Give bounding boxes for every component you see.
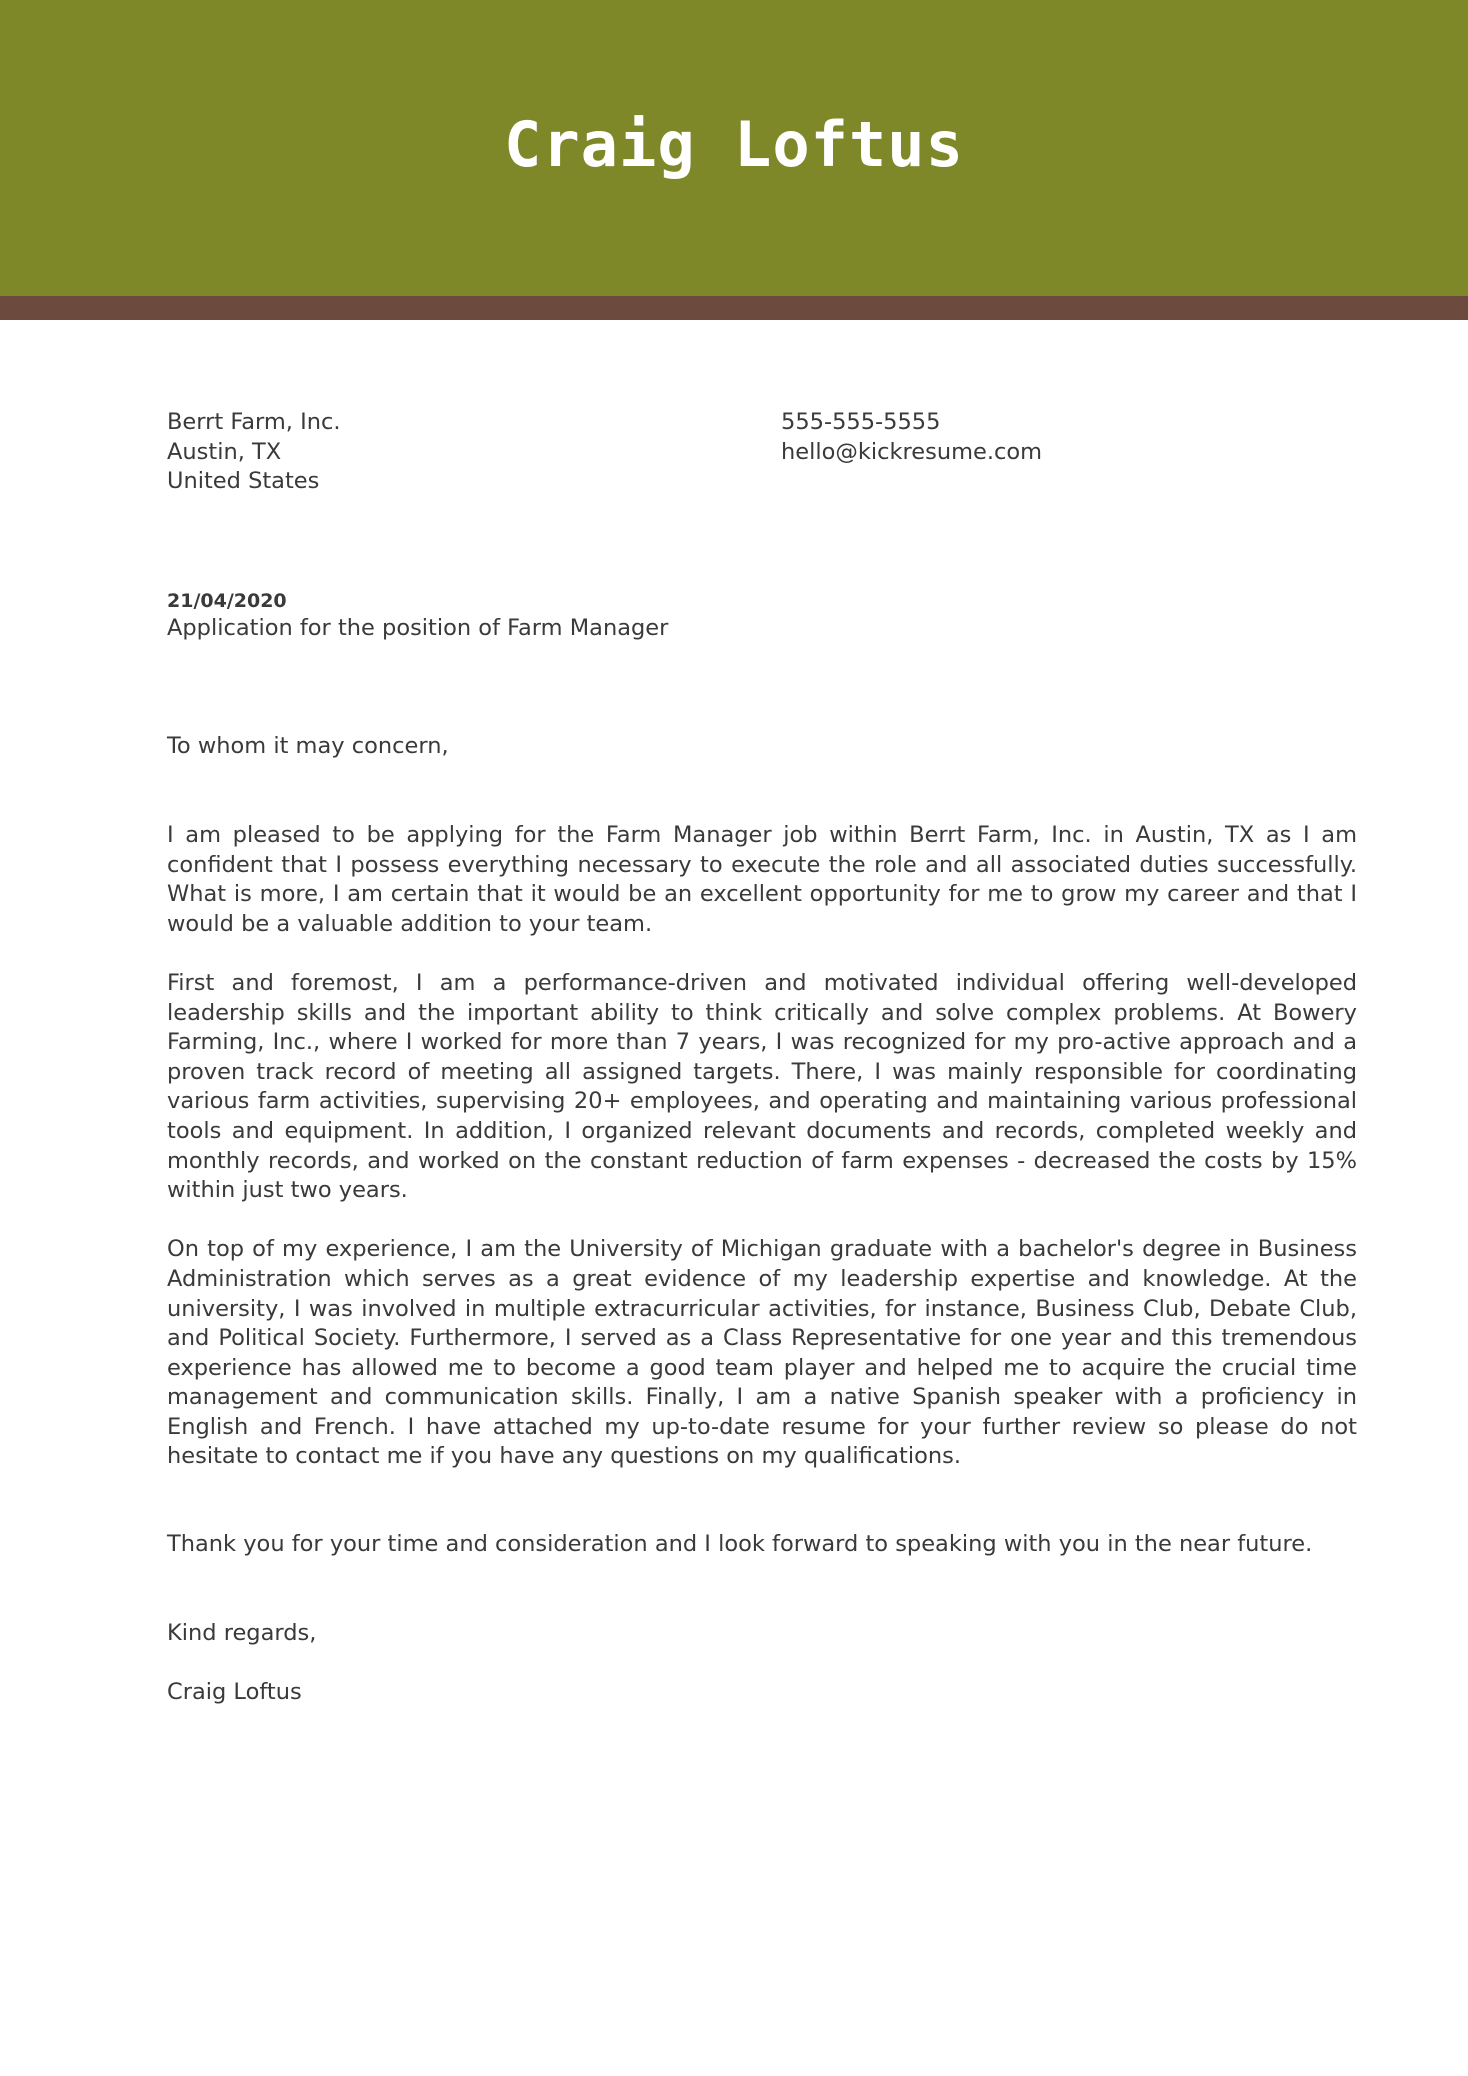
recipient-address: [167, 408, 747, 497]
letter-body: [167, 821, 1357, 1502]
regards: Kind regards,: [167, 1620, 317, 1646]
body-paragraph: On top of my experience, I am the University of Michigan graduate with a bachelor's degree in Business Administration which serves as a great evidence of my leadership expertise and knowledge. At the university, I was involved in multiple extracurricular activities, for instance, Business Club, Debate Club, and Political Society. Furthermore, I served as a Class Representative for one year and this tremendous experience has allowed me to become a good team player and helped me to acquire the crucial time management and communication skills. Finally, I am a native Spanish speaker with a proficiency in English and French. I have attached my up-to-date resume for your further review so please do not hesitate to contact me if you have any questions on my qualifications.: [167, 1236, 1357, 1470]
letter-date: 21/04/2020: [167, 590, 287, 612]
phone-number: 555-555-5555: [781, 409, 941, 435]
salutation: To whom it may concern,: [167, 733, 449, 759]
signature: Craig Loftus: [167, 1679, 302, 1705]
body-paragraph: I am pleased to be applying for the Farm Manager job within Berrt Farm, Inc. in Austin, TX as I am confident that I possess everything necessary to execute the role and all associated duties successfully. What is more, I am certain that it would be an excellent opportunity for me to grow my career and that I would be a valuable addition to your team.: [167, 822, 1357, 937]
applicant-name: Craig Loftus: [504, 107, 964, 181]
contact-info: [781, 408, 1341, 467]
closing-line: Thank you for your time and consideration and I look forward to speaking with you in the near future.: [167, 1531, 1313, 1557]
letter-subject: Application for the position of Farm Manager: [167, 615, 669, 641]
email-address: hello@kickresume.com: [781, 438, 1043, 465]
recipient-city: Austin, TX: [167, 438, 282, 465]
header-stripe: [0, 296, 1468, 320]
recipient-country: United States: [167, 468, 320, 495]
body-paragraph: First and foremost, I am a performance-driven and motivated individual offering well-developed leadership skills and the important ability to think critically and solve complex problems. At Bowery Farming, Inc., where I worked for more than 7 years, I was recognized for my pro-active approach and a proven track record of meeting all assigned targets. There, I was mainly responsible for coordinating various farm activities, supervising 20+ employees, and operating and maintaining various professional tools and equipment. In addition, I organized relevant documents and records, completed weekly and monthly records, and worked on the constant reduction of farm expenses - decreased the costs by 15% within just two years.: [167, 969, 1357, 1204]
recipient-company: Berrt Farm, Inc.: [167, 409, 341, 435]
